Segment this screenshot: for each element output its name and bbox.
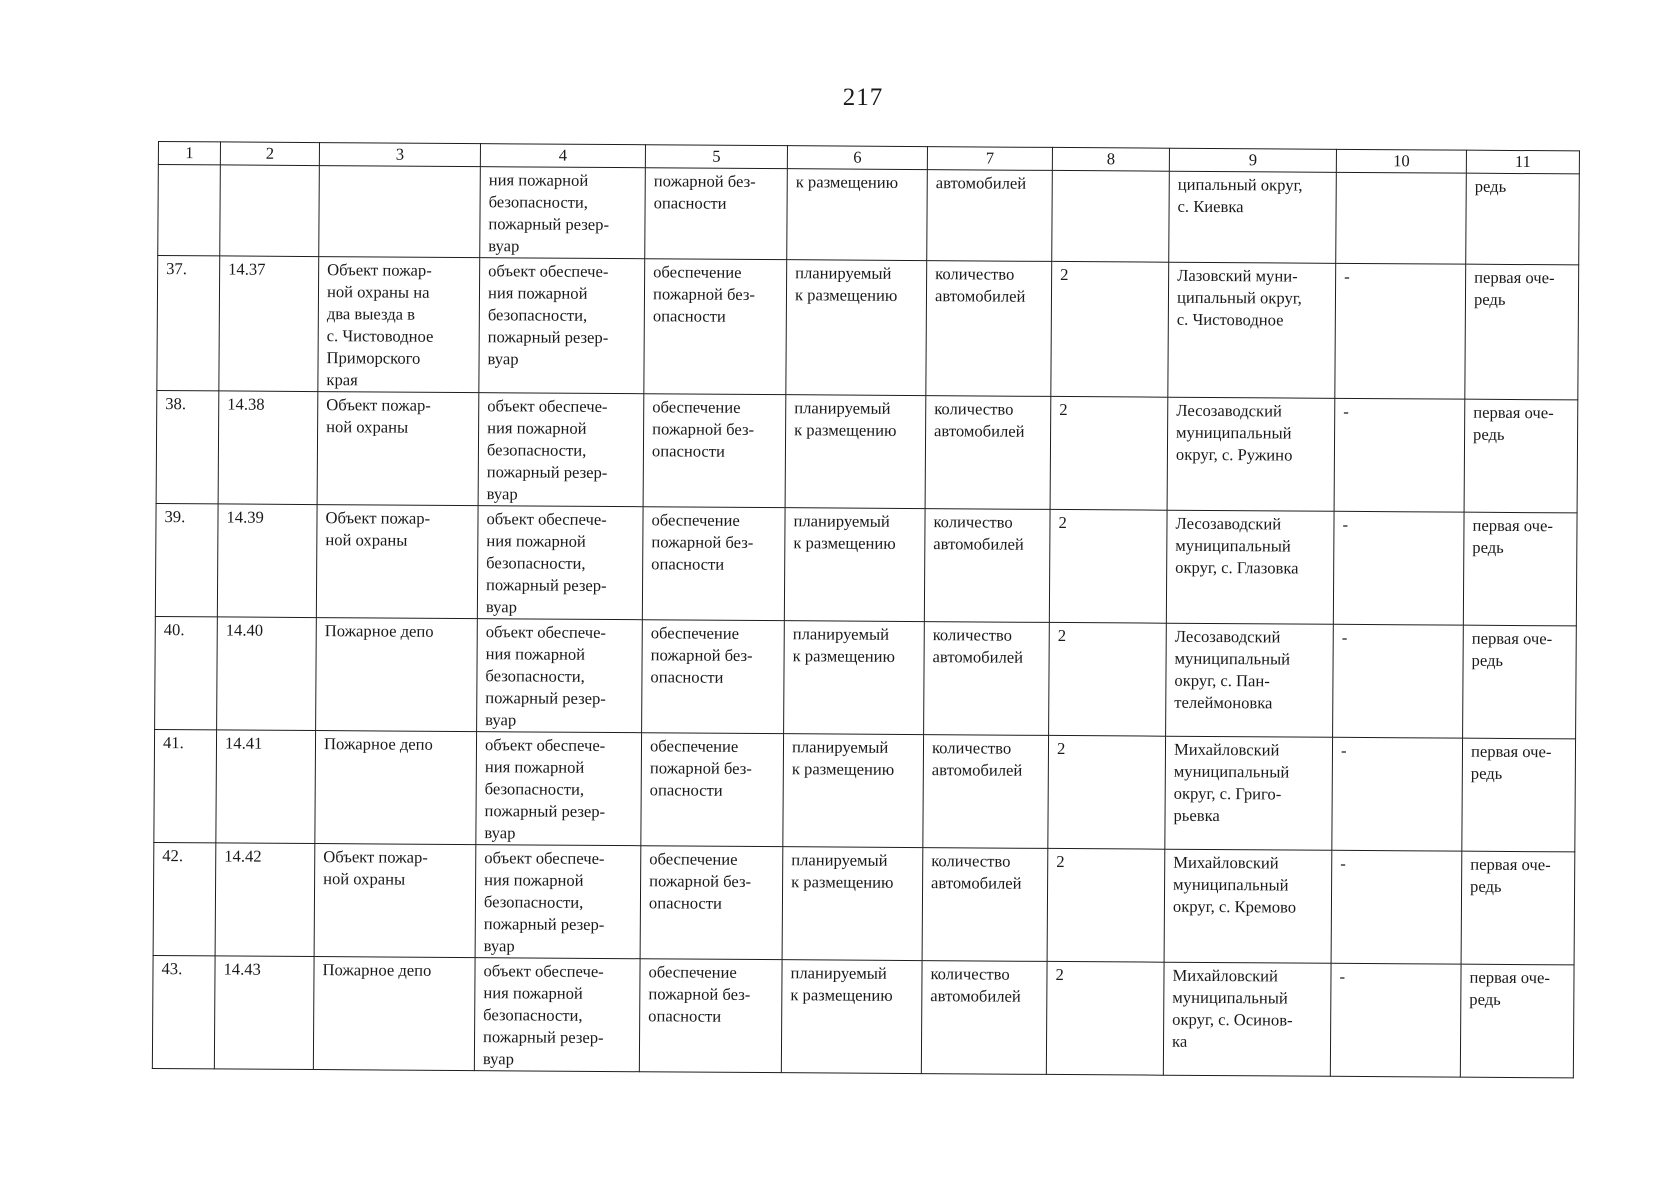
table-row — [155, 503, 1577, 625]
cell-location: Михайловский муниципальный округ, с. Кремово — [1164, 849, 1332, 963]
cell-location: Михайловский муниципальный округ, с. Григо- рьевка — [1165, 736, 1333, 850]
cell-category: обеспечение пожарной без- опасности — [642, 620, 785, 734]
cell-index: 40. — [155, 616, 218, 729]
cell-zone — [1336, 172, 1467, 264]
registry-table — [152, 141, 1580, 1078]
cell-code: 14.38 — [218, 391, 318, 505]
cell-value: 2 — [1051, 261, 1169, 397]
cell-zone: - — [1334, 398, 1465, 512]
cell-stage: первая оче- редь — [1461, 851, 1575, 965]
cell-value: 2 — [1049, 509, 1167, 623]
cell-parameter: автомобилей — [927, 170, 1053, 262]
cell-location: Лесозаводский муниципальный округ, с. Глазовка — [1166, 510, 1334, 624]
cell-index: 41. — [154, 729, 217, 842]
cell-status: планируемый к размещению — [784, 621, 925, 735]
cell-status: планируемый к размещению — [786, 260, 927, 396]
cell-parameter: количество автомобилей — [924, 509, 1050, 623]
cell-category: обеспечение пожарной без- опасности — [643, 394, 786, 508]
cell-stage: редь — [1466, 173, 1580, 265]
table-row — [152, 955, 1574, 1077]
cell-name — [319, 166, 481, 258]
table-row — [153, 842, 1575, 964]
cell-value: 2 — [1050, 396, 1168, 510]
cell-code: 14.41 — [216, 730, 316, 844]
cell-name: Пожарное депо — [315, 731, 477, 845]
cell-location: Лесозаводский муниципальный округ, с. Ружино — [1167, 397, 1335, 511]
cell-status: планируемый к размещению — [783, 734, 924, 848]
cell-stage: первая оче- редь — [1463, 512, 1577, 626]
cell-code — [220, 165, 320, 257]
column-number-header: 11 — [1466, 150, 1579, 174]
continuation-row — [158, 165, 1580, 265]
cell-zone: - — [1331, 850, 1462, 964]
cell-status: планируемый к размещению — [785, 395, 926, 509]
cell-category: обеспечение пожарной без- опасности — [644, 259, 787, 395]
cell-location: Лесозаводский муниципальный округ, с. Пан- телеймоновка — [1166, 623, 1334, 737]
cell-category: обеспечение пожарной без- опасности — [640, 846, 783, 960]
cell-index: 42. — [153, 842, 216, 955]
table-row — [157, 256, 1579, 400]
cell-status: планируемый к размещению — [782, 847, 923, 961]
cell-name: Пожарное депо — [313, 957, 475, 1071]
column-number-header: 1 — [158, 142, 220, 165]
cell-status: к размещению — [787, 169, 928, 261]
cell-index: 39. — [155, 503, 218, 616]
table-row — [156, 390, 1578, 512]
cell-purpose: объект обеспече- ния пожарной безопасности, пожарный резер- вуар — [474, 958, 640, 1072]
column-number-header: 2 — [220, 142, 319, 166]
cell-purpose: объект обеспече- ния пожарной безопасности, пожарный резер- вуар — [478, 393, 644, 507]
cell-name: Объект пожар- ной охраны — [314, 844, 476, 958]
cell-category: обеспечение пожарной без- опасности — [641, 733, 784, 847]
cell-value: 2 — [1048, 735, 1166, 849]
column-number-header: 8 — [1052, 147, 1169, 171]
cell-stage: первая оче- редь — [1465, 264, 1579, 400]
cell-code: 14.39 — [217, 504, 317, 618]
cell-status: планируемый к размещению — [781, 960, 922, 1074]
cell-parameter: количество автомобилей — [923, 735, 1049, 849]
column-number-header: 10 — [1336, 149, 1466, 173]
cell-parameter: количество автомобилей — [924, 622, 1050, 736]
cell-zone: - — [1333, 624, 1464, 738]
cell-location: ципальный округ, с. Киевка — [1169, 171, 1337, 263]
cell-index: 37. — [157, 256, 220, 391]
cell-purpose: объект обеспече- ния пожарной безопасности, пожарный резер- вуар — [477, 506, 643, 620]
cell-value: 2 — [1047, 848, 1165, 962]
cell-name: Объект пожар- ной охраны на два выезда в с. Чистоводное Приморского края — [318, 257, 480, 393]
cell-purpose: объект обеспече- ния пожарной безопасности, пожарный резер- вуар — [476, 732, 642, 846]
column-number-header: 4 — [480, 144, 645, 168]
registry-table-body — [152, 142, 1579, 1078]
cell-status: планируемый к размещению — [784, 508, 925, 622]
cell-code: 14.43 — [214, 956, 314, 1070]
cell-parameter: количество автомобилей — [921, 961, 1047, 1075]
cell-index — [158, 165, 221, 256]
cell-index: 38. — [156, 390, 219, 503]
cell-value: 2 — [1049, 622, 1167, 736]
cell-category: обеспечение пожарной без- опасности — [642, 507, 785, 621]
cell-stage: первая оче- редь — [1463, 625, 1577, 739]
column-number-header: 5 — [645, 145, 787, 169]
cell-name: Объект пожар- ной охраны — [316, 505, 478, 619]
document-sheet — [152, 141, 1580, 1078]
cell-value — [1052, 170, 1170, 262]
cell-purpose: ния пожарной безопасности, пожарный резер- вуар — [480, 167, 646, 259]
cell-parameter: количество автомобилей — [926, 261, 1052, 397]
column-number-header: 7 — [927, 147, 1052, 171]
table-row — [154, 729, 1576, 851]
cell-code: 14.40 — [217, 617, 317, 731]
cell-stage: первая оче- редь — [1464, 399, 1578, 513]
cell-stage: первая оче- редь — [1462, 738, 1576, 852]
cell-zone: - — [1332, 737, 1463, 851]
cell-parameter: количество автомобилей — [922, 848, 1048, 962]
cell-code: 14.42 — [215, 843, 315, 957]
cell-zone: - — [1333, 511, 1464, 625]
column-number-header: 6 — [787, 146, 927, 170]
cell-zone: - — [1335, 263, 1466, 399]
table-row — [155, 616, 1577, 738]
cell-name: Пожарное депо — [316, 618, 478, 732]
cell-purpose: объект обеспече- ния пожарной безопасности, пожарный резер- вуар — [475, 845, 641, 959]
cell-zone: - — [1330, 963, 1461, 1077]
cell-category: пожарной без- опасности — [645, 168, 788, 260]
cell-code: 14.37 — [219, 256, 319, 392]
column-number-header: 9 — [1169, 148, 1336, 172]
cell-index: 43. — [152, 955, 215, 1068]
page-number: 217 — [842, 84, 884, 111]
cell-value: 2 — [1046, 961, 1164, 1075]
cell-purpose: объект обеспече- ния пожарной безопасности, пожарный резер- вуар — [479, 258, 645, 394]
column-number-header: 3 — [319, 143, 480, 167]
cell-location: Лазовский муни- ципальный округ, с. Чистоводное — [1168, 262, 1336, 398]
cell-purpose: объект обеспече- ния пожарной безопасности, пожарный резер- вуар — [477, 619, 643, 733]
cell-stage: первая оче- редь — [1460, 964, 1574, 1078]
cell-category: обеспечение пожарной без- опасности — [639, 959, 782, 1073]
cell-location: Михайловский муниципальный округ, с. Осинов- ка — [1163, 962, 1331, 1076]
cell-parameter: количество автомобилей — [925, 396, 1051, 510]
cell-name: Объект пожар- ной охраны — [317, 392, 479, 506]
